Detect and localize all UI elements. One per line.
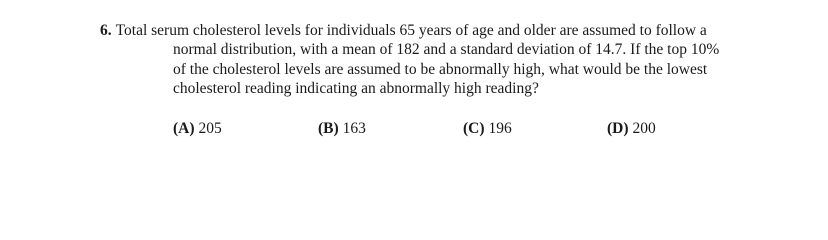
- choice-d-value: 200: [632, 120, 656, 137]
- choice-b[interactable]: [318, 120, 366, 138]
- choice-a-value: 205: [198, 120, 222, 137]
- answer-choices: [0, 120, 828, 140]
- question-text-line-3: of the cholesterol levels are assumed to be abnormally high, what would be the lowest: [173, 60, 708, 78]
- choice-c[interactable]: [463, 120, 512, 138]
- question-number: 6.: [100, 22, 112, 39]
- question-continuation: [100, 40, 800, 98]
- choice-c-value: 196: [488, 120, 512, 137]
- question-text-line-2: normal distribution, with a mean of 182 and a standard deviation of 14.7. If the top 10%: [173, 41, 720, 59]
- question-first-line: [100, 21, 800, 40]
- question-text-line-4: cholesterol reading indicating an abnormally high reading?: [173, 79, 539, 97]
- choice-a[interactable]: [173, 120, 222, 138]
- choice-d-letter: (D): [607, 120, 629, 137]
- choice-a-letter: (A): [173, 120, 195, 137]
- choice-b-value: 163: [342, 120, 366, 137]
- question-block: [100, 21, 800, 98]
- choice-d[interactable]: [607, 120, 656, 138]
- choice-b-letter: (B): [318, 120, 339, 137]
- choice-c-letter: (C): [463, 120, 485, 137]
- question-text-line-1: Total serum cholesterol levels for individuals 65 years of age and older are assumed to follow a: [115, 22, 707, 39]
